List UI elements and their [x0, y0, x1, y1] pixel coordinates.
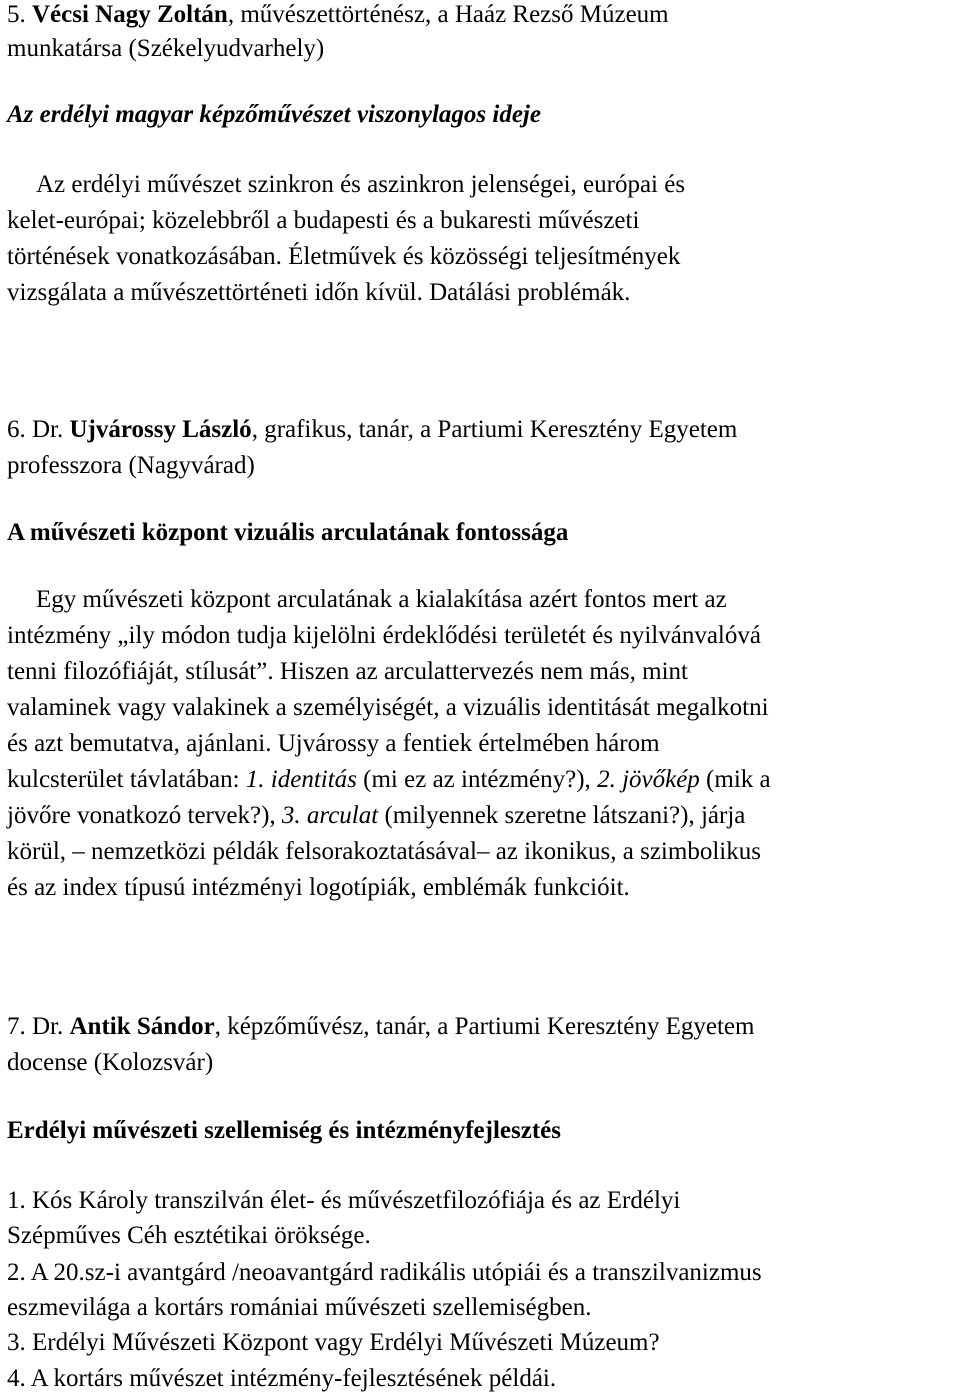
italic-term: 3. arculat	[281, 802, 379, 829]
section5-number: 5.	[7, 1, 26, 28]
section7-item: 1. Kós Károly transzilván élet- és művészetfilozófiája és az Erdélyi	[7, 1187, 681, 1214]
section5-title: Az erdélyi magyar képzőművészet viszonylagos ideje	[7, 101, 541, 128]
text-run: (mik a	[699, 766, 771, 793]
text-run: kulcsterület távlatában:	[7, 766, 246, 793]
section6-text-line: és azt bemutatva, ajánlani. Ujvárossy a fentiek értelmében három	[7, 730, 660, 757]
section6-text-line	[7, 765, 771, 795]
section7-affiliation-1: , képzőművész, tanár, a Partiumi Keresztény Egyetem	[214, 1013, 755, 1040]
section7-item: 3. Erdélyi Művészeti Központ vagy Erdélyi Művészeti Múzeum?	[7, 1329, 660, 1356]
section6-affiliation-2: professzora (Nagyvárad)	[7, 452, 255, 479]
section5-affiliation-2: munkatársa (Székelyudvarhely)	[7, 35, 325, 62]
section6-text-line	[7, 801, 745, 831]
section6-title: A művészeti központ vizuális arculatának fontossága	[7, 519, 569, 546]
section7-affiliation-2: docense (Kolozsvár)	[7, 1049, 214, 1076]
section7-speaker: Antik Sándor	[69, 1013, 215, 1040]
section7-item: 2. A 20.sz-i avantgárd /neoavantgárd radikális utópiái és a transzilvanizmus	[7, 1259, 762, 1286]
section5-text-line: Az erdélyi művészet szinkron és aszinkron jelenségei, európai és	[36, 171, 686, 198]
section6-header	[7, 415, 737, 445]
section7-item: 4. A kortárs művészet intézmény-fejlesztésének példái.	[7, 1365, 557, 1392]
text-run: (mi ez az intézmény?),	[356, 766, 598, 793]
italic-term: 1. identitás	[245, 766, 357, 793]
section7-item: eszmevilága a kortárs romániai művészeti szellemiségben.	[7, 1294, 592, 1321]
section6-text-line: tenni filozófiáját, stílusát”. Hiszen az arculattervezés nem más, mint	[7, 658, 688, 685]
section6-text-line: intézmény „ily módon tudja kijelölni érdeklődési területét és nyilvánvalóvá	[7, 622, 761, 649]
italic-term: 2. jövőkép	[597, 766, 700, 793]
section7-header	[7, 1012, 754, 1042]
section5-text-line: történések vonatkozásában. Életművek és közösségi teljesítmények	[7, 243, 681, 270]
section5-speaker: Vécsi Nagy Zoltán	[32, 1, 228, 28]
section7-number: 7. Dr.	[7, 1013, 64, 1040]
section5-text-line: kelet-európai; közelebbről a budapesti és a bukaresti művészeti	[7, 207, 640, 234]
section6-affiliation-1: , grafikus, tanár, a Partiumi Keresztény Egyetem	[251, 416, 738, 443]
section6-text-line: és az index típusú intézményi logotípiák, emblémák funkcióit.	[7, 874, 630, 901]
section6-speaker: Ujvárossy László	[69, 416, 252, 443]
section7-item: Szépműves Céh esztétikai öröksége.	[7, 1222, 371, 1249]
section5-affiliation-1: , művészettörténész, a Haáz Rezső Múzeum	[227, 1, 669, 28]
section5-text-line: vizsgálata a művészettörténeti időn kívül. Datálási problémák.	[7, 279, 631, 306]
text-run: jövőre vonatkozó tervek?),	[7, 802, 282, 829]
section5-header	[7, 0, 669, 30]
section6-text-line: Egy művészeti központ arculatának a kialakítása azért fontos mert az	[36, 586, 727, 613]
section6-text-line: valaminek vagy valakinek a személyiségét, a vizuális identitását megalkotni	[7, 694, 769, 721]
text-run: (milyennek szeretne látszani?), járja	[378, 802, 746, 829]
section7-title: Erdélyi művészeti szellemiség és intézményfejlesztés	[7, 1117, 561, 1144]
section6-text-line: körül, – nemzetközi példák felsorakoztatásával– az ikonikus, a szimbolikus	[7, 838, 761, 865]
section6-number: 6. Dr.	[7, 416, 64, 443]
